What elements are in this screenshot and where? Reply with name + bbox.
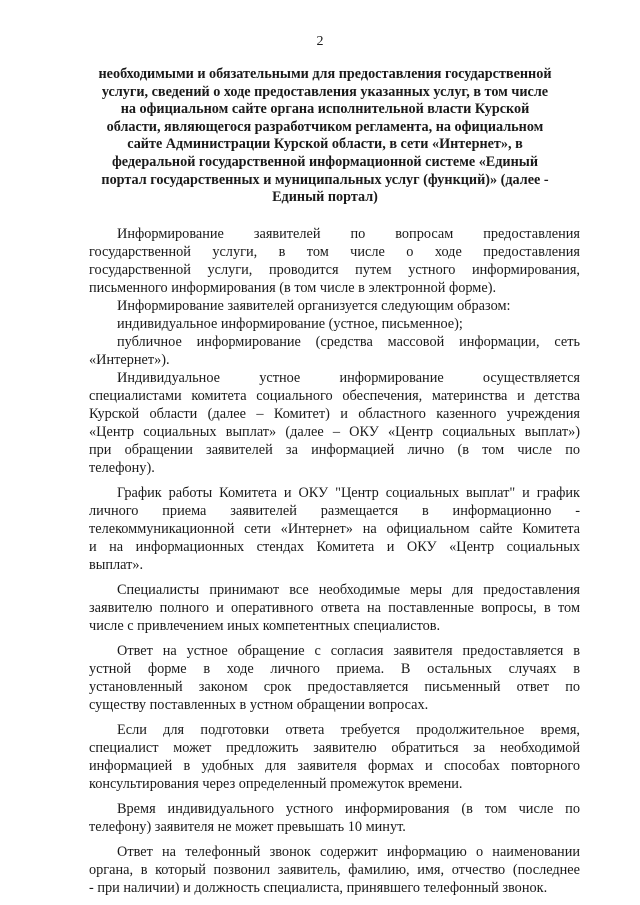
heading-line: на официальном сайте органа исполнительной власти Курской — [120, 101, 530, 118]
text-line: государственной услуги, проводится путем устного информирования, — [89, 262, 580, 278]
text-line: Если для подготовки ответа требуется продолжительное время, — [117, 722, 580, 738]
text-line: государственной услуги, в том числе о ходе предоставления — [89, 244, 580, 260]
paragraph-specialists — [89, 581, 580, 635]
text-line: Ответ на телефонный звонок содержит информацию о наименовании — [117, 844, 580, 860]
text-line: Время индивидуального устного информирования (в том числе по — [117, 801, 580, 817]
text-line: существу поставленных в устном обращении вопросах. — [89, 697, 429, 713]
paragraph-long-answer — [89, 721, 580, 793]
text-line: График работы Комитета и ОКУ "Центр социальных выплат" и график — [117, 485, 580, 501]
text-line: «Интернет»). — [89, 352, 170, 368]
heading-line: сайте Администрации Курской области, в сети «Интернет», в — [127, 136, 523, 153]
text-line: телефону) заявителя не может превышать 10 минут. — [89, 819, 406, 835]
heading-line: портал государственных и муниципальных услуг (функций)» (далее - — [101, 171, 549, 188]
heading-line: области, являющегося разработчиком регламента, на официальном — [106, 118, 544, 135]
text-line: Информирование заявителей организуется следующим образом: — [117, 298, 511, 314]
text-line: Информирование заявителей по вопросам предоставления — [117, 226, 580, 242]
text-line: Ответ на устное обращение с согласия заявителя предоставляется в — [117, 643, 580, 659]
text-line: Специалисты принимают все необходимые меры для предоставления — [117, 582, 580, 598]
paragraph-oral-answer — [89, 642, 580, 714]
paragraph-informing-overview — [89, 225, 580, 297]
section-heading — [84, 66, 566, 207]
text-line: выплат». — [89, 557, 144, 573]
text-line: информацией в удобных для заявителя формах и способах повторного — [89, 758, 580, 774]
paragraph-time-limit — [89, 800, 580, 836]
text-line: числе с привлечением иных компетентных специалистов. — [89, 618, 441, 634]
paragraph-oral-informing — [89, 369, 580, 477]
text-line: при обращении заявителей за информацией лично (в том числе по — [89, 442, 580, 458]
paragraph-individual-informing — [89, 315, 580, 333]
text-line: специалистами комитета социального обеспечения, материнства и детства — [89, 388, 580, 404]
text-line: Индивидуальное устное информирование осуществляется — [117, 370, 580, 386]
text-line: и на информационных стендах Комитета и ОКУ «Центр социальных — [89, 539, 580, 555]
heading-line: федеральной государственной информационной системе «Единый — [111, 153, 539, 170]
paragraph-public-informing — [89, 333, 580, 369]
text-line: устной форме в ходе личного приема. В остальных случаях в — [89, 661, 580, 677]
text-line: телефону). — [89, 460, 155, 476]
paragraph-informing-organization — [89, 297, 580, 315]
heading-line: Единый портал) — [272, 189, 378, 206]
text-line: заявителю полного и оперативного ответа на поставленные вопросы, в том — [89, 600, 580, 616]
text-line: установленный законом срок предоставляется письменный ответ по — [89, 679, 580, 695]
page-number: 2 — [316, 34, 324, 49]
text-line: личного приема заявителей размещается в информационно - — [89, 503, 580, 519]
text-line: консультирования через определенный промежуток времени. — [89, 776, 463, 792]
text-line: публичное информирование (средства массовой информации, сеть — [117, 334, 580, 350]
text-line: индивидуальное информирование (устное, письменное); — [117, 316, 463, 332]
text-line: - при наличии) и должность специалиста, принявшего телефонный звонок. — [89, 880, 548, 896]
paragraph-schedule — [89, 484, 580, 574]
paragraph-phone-answer — [89, 843, 580, 897]
text-line: «Центр социальных выплат» (далее – ОКУ «Центр социальных выплат») — [89, 424, 580, 440]
text-line: органа, в который позвонил заявитель, фамилию, имя, отчество (последнее — [89, 862, 580, 878]
heading-line: необходимыми и обязательными для предоставления государственной — [98, 66, 552, 82]
text-line: специалист может предложить заявителю обратиться за необходимой — [89, 740, 580, 756]
heading-line: услуги, сведений о ходе предоставления указанных услуг, в том числе — [101, 83, 549, 100]
text-line: письменного информирования (в том числе в электронной форме). — [89, 280, 497, 296]
text-line: Курской области (далее – Комитет) и областного казенного учреждения — [89, 406, 580, 422]
text-line: телекоммуникационной сети «Интернет» на официальном сайте Комитета — [89, 521, 580, 537]
body-text — [89, 225, 580, 897]
